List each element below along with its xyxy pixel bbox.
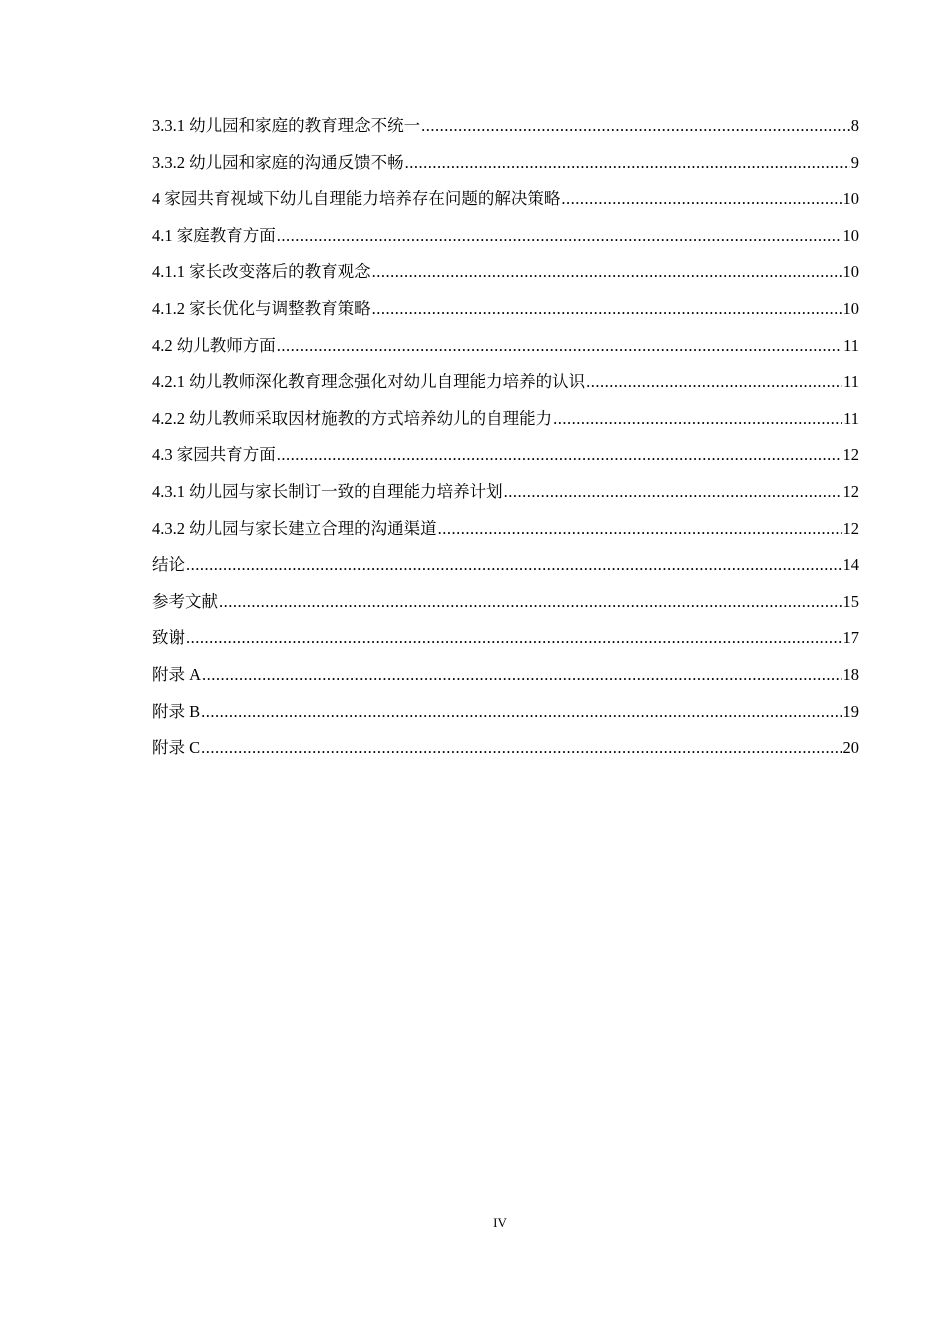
toc-dot-leader <box>186 552 842 578</box>
toc-dot-leader <box>553 406 842 432</box>
toc-dot-leader <box>504 479 842 505</box>
toc-entry-page: 9 <box>850 152 859 172</box>
toc-entry[interactable] <box>152 699 859 736</box>
toc-entry-page: 11 <box>843 372 859 392</box>
toc-entry-title: 4 家园共育视域下幼儿自理能力培养存在问题的解决策略 <box>152 189 561 209</box>
toc-entry[interactable] <box>152 186 859 223</box>
toc-entry-page: 14 <box>842 555 859 575</box>
toc-entry-title: 致谢 <box>152 628 185 648</box>
table-of-contents <box>152 113 859 772</box>
toc-dot-leader <box>277 442 842 468</box>
toc-dot-leader <box>372 259 842 285</box>
toc-entry[interactable] <box>152 552 859 589</box>
toc-entry-title: 4.2.1 幼儿教师深化教育理念强化对幼儿自理能力培养的认识 <box>152 372 586 392</box>
toc-dot-leader <box>219 589 842 615</box>
toc-entry-page: 20 <box>842 738 859 758</box>
toc-entry-title: 4.3.2 幼儿园与家长建立合理的沟通渠道 <box>152 518 437 538</box>
toc-entry-page: 11 <box>843 408 859 428</box>
toc-entry-page: 12 <box>842 518 859 538</box>
toc-dot-leader <box>277 333 842 359</box>
toc-entry-title: 4.3 家园共育方面 <box>152 445 276 465</box>
toc-entry[interactable] <box>152 150 859 187</box>
toc-entry-page: 10 <box>842 189 859 209</box>
toc-entry-page: 12 <box>842 445 859 465</box>
toc-entry-title: 4.1.2 家长优化与调整教育策略 <box>152 298 371 318</box>
toc-entry-page: 15 <box>842 591 859 611</box>
toc-dot-leader <box>202 662 841 688</box>
toc-entry[interactable] <box>152 113 859 150</box>
toc-dot-leader <box>277 223 842 249</box>
toc-entry[interactable] <box>152 442 859 479</box>
toc-entry-page: 8 <box>850 116 859 135</box>
toc-entry-title: 结论 <box>152 555 185 575</box>
toc-dot-leader <box>405 150 850 176</box>
toc-dot-leader <box>201 699 841 725</box>
toc-entry-page: 11 <box>843 335 859 355</box>
toc-entry-title: 附录 C <box>152 738 201 758</box>
toc-entry-page: 17 <box>842 628 859 648</box>
toc-entry[interactable] <box>152 735 859 772</box>
toc-entry[interactable] <box>152 406 859 443</box>
footer-page-number: IV <box>493 1215 507 1230</box>
toc-entry[interactable] <box>152 625 859 662</box>
toc-entry[interactable] <box>152 516 859 553</box>
toc-entry-page: 10 <box>842 298 859 318</box>
toc-entry-page: 19 <box>842 701 859 721</box>
toc-dot-leader <box>561 186 841 212</box>
toc-entry[interactable] <box>152 333 859 370</box>
toc-entry-title: 4.2 幼儿教师方面 <box>152 335 276 355</box>
toc-entry[interactable] <box>152 589 859 626</box>
toc-entry-page: 18 <box>842 664 859 684</box>
toc-entry-title: 附录 B <box>152 701 201 721</box>
toc-entry-title: 4.2.2 幼儿教师采取因材施教的方式培养幼儿的自理能力 <box>152 408 553 428</box>
toc-dot-leader <box>421 113 850 139</box>
toc-entry-title: 4.1.1 家长改变落后的教育观念 <box>152 262 371 282</box>
toc-dot-leader <box>438 516 842 542</box>
toc-entry[interactable] <box>152 296 859 333</box>
toc-entry-page: 10 <box>842 262 859 282</box>
toc-entry-title: 参考文献 <box>152 591 218 611</box>
toc-entry-title: 3.3.1 幼儿园和家庭的教育理念不统一 <box>152 116 421 135</box>
toc-dot-leader <box>186 625 842 651</box>
toc-entry[interactable] <box>152 369 859 406</box>
toc-entry-page: 10 <box>842 225 859 245</box>
toc-entry[interactable] <box>152 662 859 699</box>
toc-entry-title: 附录 A <box>152 664 202 684</box>
toc-entry[interactable] <box>152 479 859 516</box>
toc-dot-leader <box>372 296 842 322</box>
toc-dot-leader <box>201 735 841 761</box>
toc-entry-title: 4.3.1 幼儿园与家长制订一致的自理能力培养计划 <box>152 481 503 501</box>
toc-entry-page: 12 <box>842 481 859 501</box>
toc-entry-title: 3.3.2 幼儿园和家庭的沟通反馈不畅 <box>152 152 404 172</box>
toc-entry[interactable] <box>152 259 859 296</box>
toc-dot-leader <box>586 369 842 395</box>
toc-entry-title: 4.1 家庭教育方面 <box>152 225 276 245</box>
toc-entry[interactable] <box>152 223 859 260</box>
